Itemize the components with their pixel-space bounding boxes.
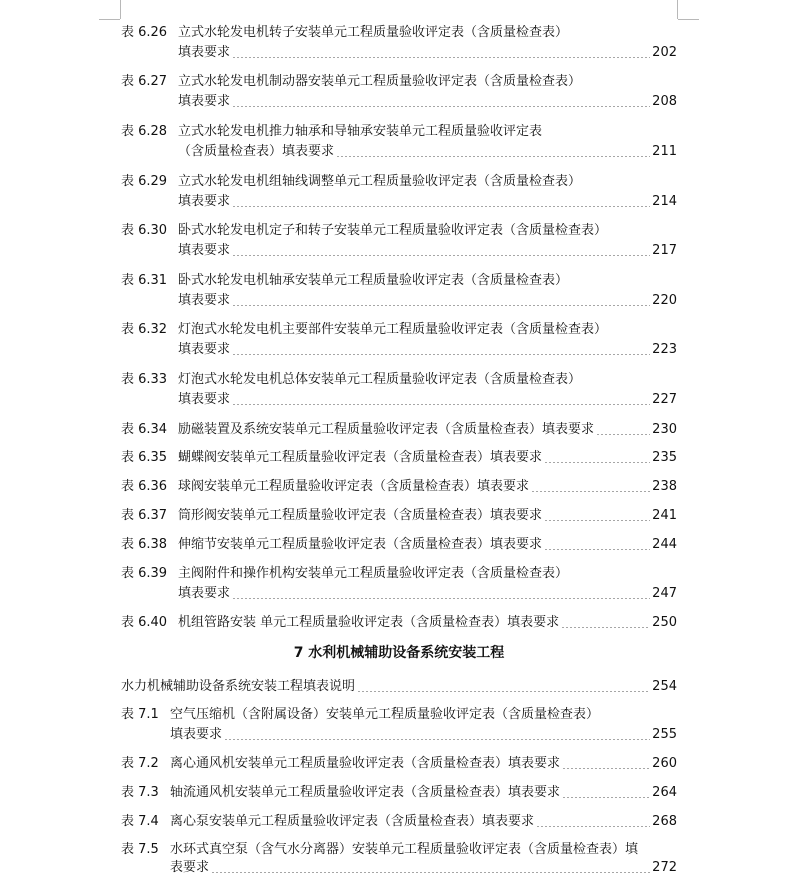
toc-entry-title-cont: 填表要求 <box>178 392 231 407</box>
toc-entry-number: 表 6.37 <box>121 508 168 523</box>
toc-entry-page: 268 <box>652 814 677 829</box>
toc-entry-title: 立式水轮发电机推力轴承和导轴承安装单元工程质量验收评定表 <box>178 124 543 139</box>
leader-dots <box>232 255 650 256</box>
toc-entry-page: 214 <box>652 194 677 209</box>
toc-entry-title-cont: 表要求 <box>170 860 210 875</box>
toc-entry-page: 272 <box>652 860 677 875</box>
toc-entry-number: 表 6.39 <box>121 566 168 581</box>
leader-dots <box>232 57 650 58</box>
toc-entry-number: 表 7.1 <box>121 707 159 722</box>
toc-entry-page: 217 <box>652 243 677 258</box>
toc-entry-page: 247 <box>652 586 677 601</box>
toc-entry-title: 励磁装置及系统安装单元工程质量验收评定表（含质量检查表）填表要求 <box>178 422 595 437</box>
toc-entry-title-cont: 填表要求 <box>178 586 231 601</box>
toc-entry-page: 264 <box>652 785 677 800</box>
toc-entry-title: 轴流通风机安装单元工程质量验收评定表（含质量检查表）填表要求 <box>170 785 561 800</box>
toc-entry-number: 表 6.32 <box>121 322 168 337</box>
toc-entry-page: 208 <box>652 94 677 109</box>
toc-entry-title-cont: 填表要求 <box>178 243 231 258</box>
leader-dots <box>232 206 650 207</box>
toc-entry-title: 伸缩节安装单元工程质量验收评定表（含质量检查表）填表要求 <box>178 537 543 552</box>
toc-entry-title: 主阀附件和操作机构安装单元工程质量验收评定表（含质量检查表） <box>178 566 569 581</box>
toc-entry-title-cont: 填表要求 <box>178 45 231 60</box>
leader-dots <box>596 434 650 435</box>
toc-entry-title: 球阀安装单元工程质量验收评定表（含质量检查表）填表要求 <box>178 479 530 494</box>
leader-dots <box>561 627 650 628</box>
toc-entry-number: 表 6.33 <box>121 372 168 387</box>
toc-entry-title: 立式水轮发电机组轴线调整单元工程质量验收评定表（含质量检查表） <box>178 174 582 189</box>
toc-entry-title: 水环式真空泵（含气水分离器）安装单元工程质量验收评定表（含质量检查表）填 <box>170 842 639 857</box>
leader-dots <box>536 826 650 827</box>
toc-entry-number: 表 6.30 <box>121 223 168 238</box>
leader-dots <box>224 739 650 740</box>
toc-entry-title: 灯泡式水轮发电机主要部件安装单元工程质量验收评定表（含质量检查表） <box>178 322 608 337</box>
chapter-heading[interactable]: 7 水利机械辅助设备系统安装工程 <box>293 645 505 661</box>
leader-dots <box>544 462 650 463</box>
leader-dots <box>232 305 650 306</box>
toc-entry-number: 表 6.35 <box>121 450 168 465</box>
leader-dots <box>531 491 650 492</box>
toc-entry-title-cont: 填表要求 <box>178 194 231 209</box>
toc-entry-page: 255 <box>652 727 677 742</box>
toc-entry-number: 表 6.26 <box>121 25 168 40</box>
toc-entry-number: 表 7.4 <box>121 814 159 829</box>
toc-entry-title: 水力机械辅助设备系统安装工程填表说明 <box>121 679 356 694</box>
toc-entry-title: 离心通风机安装单元工程质量验收评定表（含质量检查表）填表要求 <box>170 756 561 771</box>
toc-entry-number: 表 6.38 <box>121 537 168 552</box>
leader-dots <box>544 549 650 550</box>
toc-entry-page: 211 <box>652 144 677 159</box>
leader-dots <box>544 520 650 521</box>
corner-mark-right-horizontal <box>678 19 699 20</box>
toc-entry-title: 离心泵安装单元工程质量验收评定表（含质量检查表）填表要求 <box>170 814 535 829</box>
toc-entry-title-cont: 填表要求 <box>178 94 231 109</box>
toc-entry-page: 230 <box>652 422 677 437</box>
toc-entry-intro[interactable] <box>121 677 677 696</box>
leader-dots <box>232 404 650 405</box>
toc-entry-number: 表 7.5 <box>121 842 159 857</box>
toc-entry-title: 蝴蝶阀安装单元工程质量验收评定表（含质量检查表）填表要求 <box>178 450 543 465</box>
toc-entry-title-cont: 填表要求 <box>178 293 231 308</box>
toc-entry-title: 卧式水轮发电机定子和转子安装单元工程质量验收评定表（含质量检查表） <box>178 223 608 238</box>
toc-entry-title: 空气压缩机（含附属设备）安装单元工程质量验收评定表（含质量检查表） <box>170 707 600 722</box>
toc-entry-title-cont: 填表要求 <box>170 727 223 742</box>
corner-mark-left-horizontal <box>99 19 120 20</box>
toc-entry-page: 250 <box>652 615 677 630</box>
toc-entry-title: 卧式水轮发电机轴承安装单元工程质量验收评定表（含质量检查表） <box>178 273 569 288</box>
leader-dots <box>232 598 650 599</box>
toc-entry-page: 260 <box>652 756 677 771</box>
leader-dots <box>232 354 650 355</box>
toc-entry-title-cont: （含质量检查表）填表要求 <box>178 144 335 159</box>
toc-entry-number: 表 6.40 <box>121 615 168 630</box>
toc-entry-page: 202 <box>652 45 677 60</box>
corner-mark-left-vertical <box>120 0 121 19</box>
toc-entry-page: 241 <box>652 508 677 523</box>
toc-entry-number: 表 6.34 <box>121 422 168 437</box>
toc-entry-title-cont: 填表要求 <box>178 342 231 357</box>
toc-entry-page: 220 <box>652 293 677 308</box>
toc-entry-page: 254 <box>652 679 677 694</box>
toc-entry-title: 灯泡式水轮发电机总体安装单元工程质量验收评定表（含质量检查表） <box>178 372 582 387</box>
toc-entry-number: 表 6.27 <box>121 74 168 89</box>
toc-entry-page: 227 <box>652 392 677 407</box>
corner-mark-right-vertical <box>677 0 678 19</box>
toc-entry-page: 235 <box>652 450 677 465</box>
toc-entry-number: 表 7.3 <box>121 785 159 800</box>
leader-dots <box>357 691 650 692</box>
leader-dots <box>562 797 650 798</box>
leader-dots <box>232 106 650 107</box>
leader-dots <box>336 156 650 157</box>
toc-entry-number: 表 6.31 <box>121 273 168 288</box>
leader-dots <box>211 872 650 873</box>
toc-entry-title: 立式水轮发电机制动器安装单元工程质量验收评定表（含质量检查表） <box>178 74 582 89</box>
toc-entry-title: 筒形阀安装单元工程质量验收评定表（含质量检查表）填表要求 <box>178 508 543 523</box>
toc-entry-number: 表 6.28 <box>121 124 168 139</box>
toc-entry-title: 机组管路安装 单元工程质量验收评定表（含质量检查表）填表要求 <box>178 615 560 630</box>
toc-entry-page: 244 <box>652 537 677 552</box>
toc-entry-page: 238 <box>652 479 677 494</box>
toc-entry-page: 223 <box>652 342 677 357</box>
toc-entry-number: 表 6.36 <box>121 479 168 494</box>
toc-entry-number: 表 7.2 <box>121 756 159 771</box>
leader-dots <box>562 768 650 769</box>
toc-entry-title: 立式水轮发电机转子安装单元工程质量验收评定表（含质量检查表） <box>178 25 569 40</box>
toc-entry-number: 表 6.29 <box>121 174 168 189</box>
